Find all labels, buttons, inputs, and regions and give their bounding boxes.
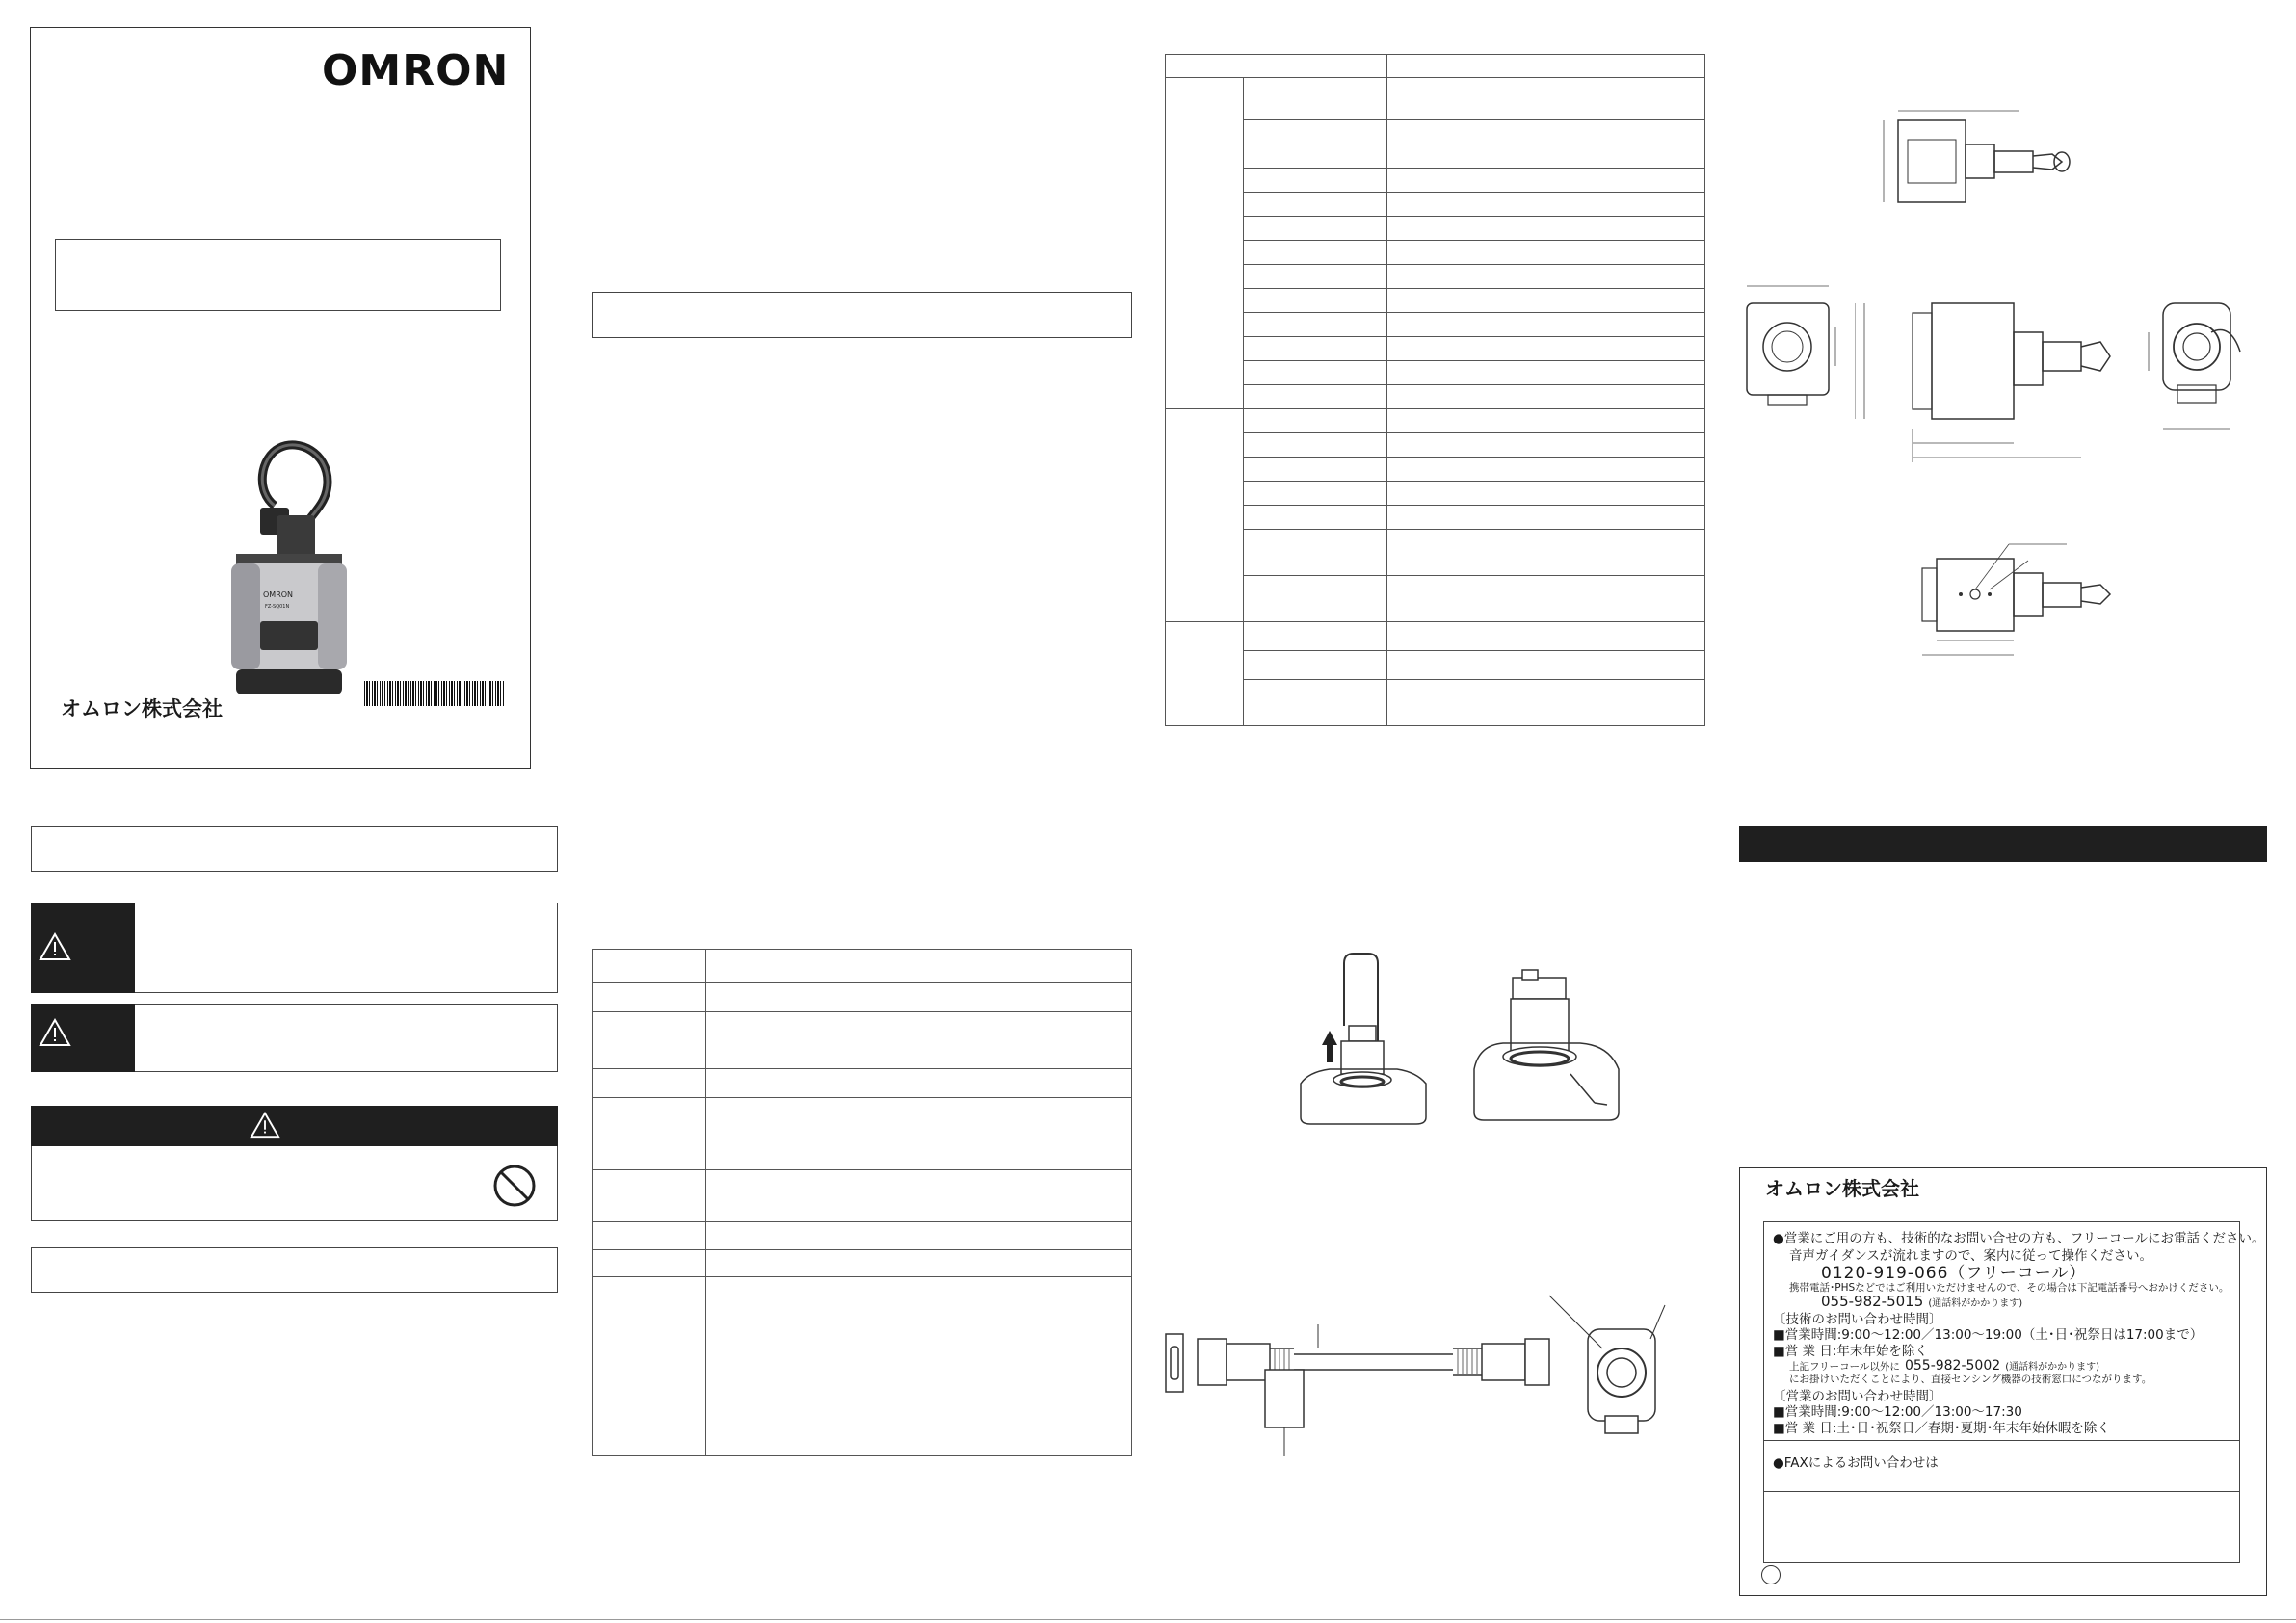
tel2-note: (通話料がかかります) — [2005, 1362, 2100, 1373]
other-note-prefix: 上記フリーコール以外に — [1789, 1361, 1900, 1373]
contact-line2: 音声ガイダンスが流れますので、案内に従って操作ください。 — [1789, 1248, 2153, 1264]
dimension-drawing-top — [1869, 106, 2129, 212]
dimension-drawing-bottom — [1893, 539, 2144, 669]
tech-days: ■営 業 日:年末年始を除く — [1773, 1344, 1928, 1359]
tech-hours-title: 〔技術のお問い合わせ時間〕 — [1773, 1312, 1942, 1327]
freecall-number: 0120-919-066（フリーコール） — [1821, 1264, 2087, 1283]
circle-mark — [1761, 1565, 1781, 1584]
prohibition-icon — [492, 1164, 537, 1208]
cover-company: オムロン株式会社 — [61, 697, 223, 720]
tel1-number: 055-982-5015 — [1821, 1293, 1924, 1310]
sales-hours: ■営業時間:9:00～12:00／13:00～17:30 — [1773, 1404, 2022, 1420]
product-label-brand: OMRON — [263, 590, 294, 599]
tel2-number: 055-982-5002 — [1904, 1358, 2001, 1374]
tel1-note: (通話料がかかります) — [1928, 1298, 2023, 1309]
cable-connection-illustration — [1164, 1291, 1675, 1464]
camera-mount-illustration — [1291, 949, 1648, 1141]
other-note-2: にお掛けいただくことにより、直接センシング機器の技術窓口につながります。 — [1789, 1374, 2152, 1385]
fax-line: ●FAXによるお問い合わせは — [1773, 1455, 1939, 1471]
dimension-drawing-side — [1855, 275, 2124, 467]
safety-heading-box — [31, 826, 558, 872]
dimension-drawing-rear — [2144, 294, 2250, 438]
omron-logo: OMRON — [322, 46, 510, 95]
caution-header — [31, 1106, 558, 1146]
fold-line — [0, 1619, 2296, 1620]
spec-heading-box — [592, 292, 1132, 338]
title-box — [55, 239, 501, 311]
section-header-bar — [1739, 826, 2267, 862]
contact-line1: ●営業にご用の方も、技術的なお問い合せの方も、フリーコールにお電話ください。 — [1773, 1231, 2265, 1246]
sales-hours-title: 〔営業のお問い合わせ時間〕 — [1773, 1389, 1942, 1404]
warning-triangle-icon — [39, 932, 71, 961]
spec-table — [592, 949, 1132, 1456]
warning-triangle-icon — [250, 1111, 280, 1139]
divider — [1763, 1491, 2240, 1492]
dimension-drawing-front — [1739, 275, 1845, 409]
tech-hours: ■営業時間:9:00～12:00／13:00～19:00（土･日･祝祭日は17:00まで） — [1773, 1327, 2204, 1343]
ratings-table — [1165, 54, 1705, 726]
note-box — [31, 1247, 558, 1293]
mobile-note: 携帯電話･PHSなどではご利用いただけませんので、その場合は下記電話番号へおかけください。 — [1789, 1282, 2230, 1294]
divider — [1763, 1440, 2240, 1441]
warning-triangle-icon — [39, 1018, 71, 1047]
product-photo — [217, 438, 361, 698]
contact-company: オムロン株式会社 — [1765, 1177, 1919, 1200]
barcode — [364, 681, 504, 706]
sales-days: ■営 業 日:土･日･祝祭日／春期･夏期･年末年始休暇を除く — [1773, 1421, 2110, 1436]
product-label-model: FZ-SQ01N — [265, 604, 290, 610]
